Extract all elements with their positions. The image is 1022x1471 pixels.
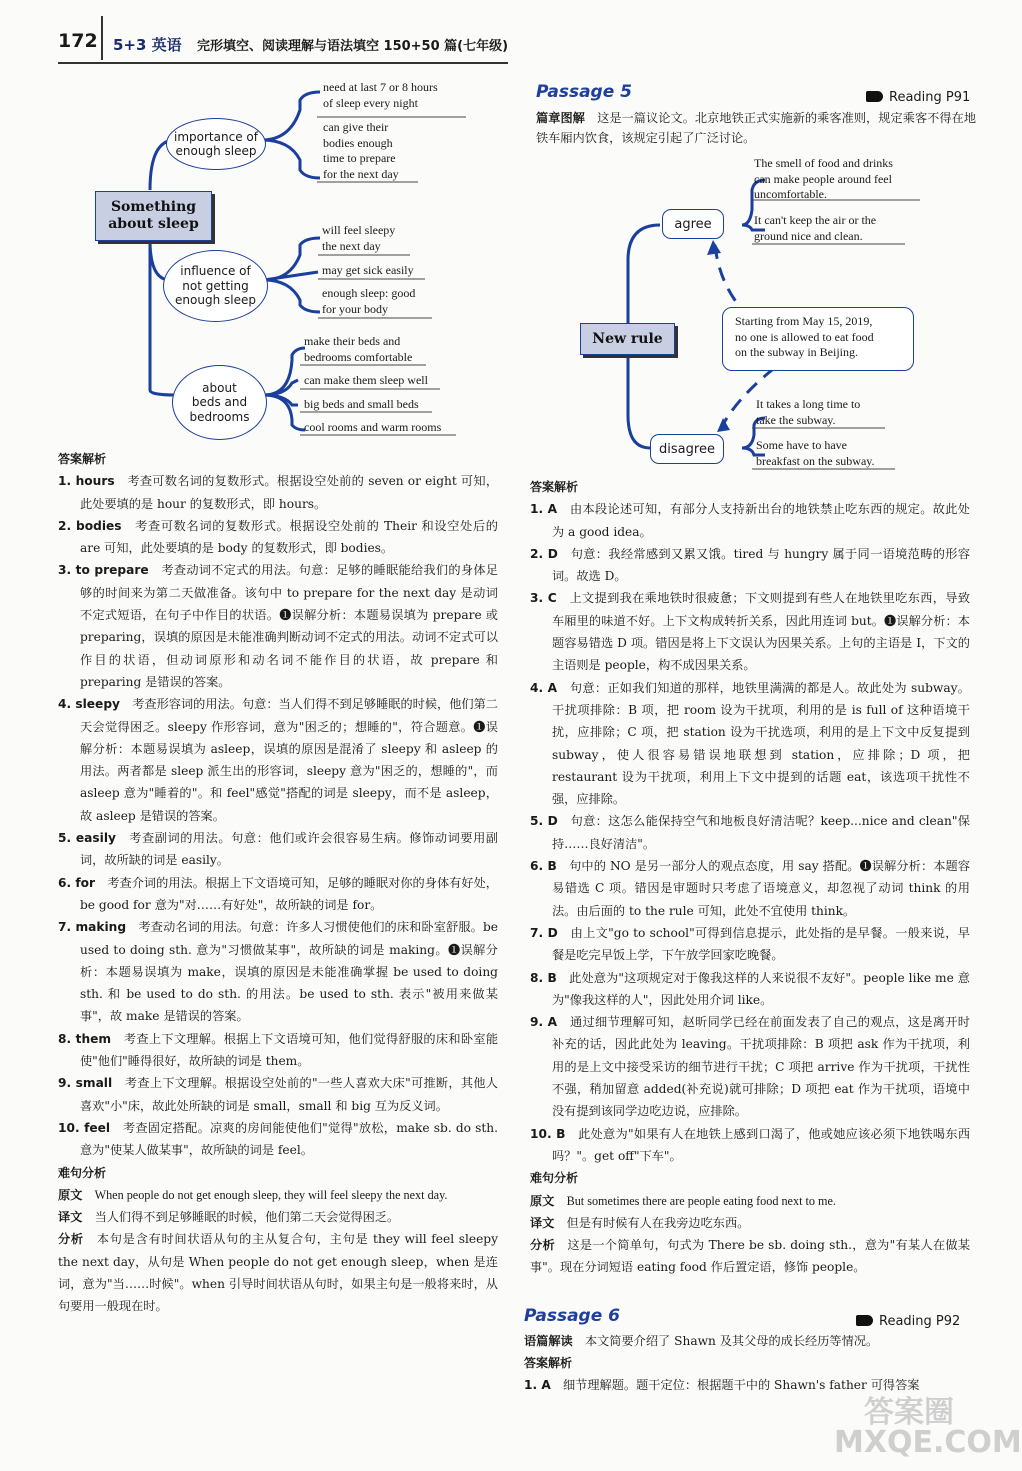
- answer-item: 6. for 考查介词的用法。根据上下文语境可知，足够的睡眠对你的身体有好处，be good for 意为"对……有好处"，故所缺的词是 for。: [58, 875, 498, 912]
- answer-item: 2. D 句意：我经常感到又累又饿。tired 与 hungry 属于同一语境范畴的形容词。故选 D。: [530, 546, 970, 584]
- section-title: 难句分析: [58, 1165, 107, 1180]
- passage5-reference: Reading P91: [866, 90, 970, 105]
- map2-leaf: Some have to have breakfast on the subway.: [756, 438, 875, 468]
- map1-center: Something about sleep: [95, 191, 212, 241]
- site-watermark: 答案圈 MXQE.COM: [834, 1395, 1022, 1460]
- analysis: 分析 本句是含有时间状语从句的主从复合句，主句是 they will feel sleepy the next day，从句是 When people do not get enough sleep，when 是连词，意为"当……时候"。when 引导时间状语从句时，如果主句是一般将来时，从句要用一般现在时。: [58, 1232, 498, 1314]
- right-column: [530, 476, 970, 1279]
- passage5-title: Passage 5: [536, 82, 632, 102]
- map1-leaf: make their beds and bedrooms comfortable: [304, 334, 413, 364]
- answer-item: 1. hours 考查可数名词的复数形式。根据设空处前的 seven or eight 可知，此处要填的是 hour 的复数形式，即 hours。: [58, 474, 499, 511]
- answer-item: 4. A 句意：正如我们知道的那样，地铁里满满的都是人。故此处为 subway。干扰项排除：B 项，把 room 设为干扰项，利用的是 is full of 这种语境干扰，应排除；C 项，把 station 设为干扰选项，利用的是上下文中反复提到 subway，使人很容易错误地联想到 station，应排除；D 项，把 restaurant 设为干扰项，利用上下文中提到的话题 eat，该选项干扰性不强，应排除。: [530, 680, 970, 807]
- map1-leaf: can make them sleep well: [304, 373, 428, 387]
- pointing-hand-icon: [856, 1315, 873, 1326]
- map2-agree: agree: [662, 209, 724, 239]
- map1-branch-influence: influence of not getting enough sleep: [163, 250, 268, 322]
- translation: 译文 当人们得不到足够睡眠的时候，他们第二天会觉得困乏。: [58, 1210, 400, 1225]
- passage6-reference: Reading P92: [856, 1314, 960, 1329]
- map1-leaf: enough sleep: good for your body: [322, 286, 416, 316]
- section-title: 难句分析: [530, 1171, 579, 1186]
- map1-leaf: will feel sleepy the next day: [322, 223, 396, 253]
- answer-item: 5. easily 考查副词的用法。句意：他们或许会很容易生病。修饰动词要用副词，故所缺的词是 easily。: [58, 831, 499, 868]
- map1-branch-importance: importance of enough sleep: [166, 118, 266, 170]
- answer-item: 7. D 由上文"go to school"可得到信息提示，此处指的是早餐。一般来说，早餐是吃完早饭上学，下午放学回家吃晚餐。: [530, 925, 970, 963]
- answer-item: 3. C 上文提到我在乘地铁时很疲惫；下文则提到有些人在地铁里吃东西，导致车厢里的味道不好。上下文构成转折关系，因此用连词 but。❶误解分析：本题容易错选 D 项。错因是将上下文误认为因果关系。上句的主语是 I，下文的主语则是 people，构不成因果关系。: [530, 591, 971, 673]
- map2-leaf: The smell of food and drinks can make people around feel uncomfortable.: [754, 156, 893, 201]
- map1-branch-beds: about beds and bedrooms: [172, 365, 267, 440]
- analysis: 分析 这是一个简单句，句式为 There be sb. doing sth.，意为"有某人在做某事"。现在分词短语 eating food 作后置定语，修饰 people。: [530, 1238, 971, 1275]
- answer-item: 3. to prepare 考查动词不定式的用法。句意：足够的睡眠能给我们的身体足够的时间来为第二天做准备。该句中 to prepare for the next day 是动词不定式短语，在句子中作目的状语。❶误解分析：本题易误填为 prepare 或 preparing，误填的原因是未能准确判断动词不定式的用法。动词不定式可以作目的状语，但动词原形和动名词不能作目的状语，故 prepare 和 preparing 是错误的答案。: [58, 563, 499, 689]
- passage6-title: Passage 6: [524, 1306, 620, 1326]
- answer-item: 7. making 考查动名词的用法。句意：许多人习惯使他们的床和卧室舒服。be used to doing sth. 意为"习惯做某事"，故所缺的词是 making。❶误解分析：本题易误填为 make，误填的原因是未能准确掌握 be used to doing sth. 和 be used to do sth. 的用法。be used to sth. 表示"被用来做某事"，故 make 是错误的答案。: [58, 920, 498, 1024]
- passage5-intro: 篇章图解 这是一篇议论文。北京地铁正式实施新的乘客准则，规定乘客不得在地铁车厢内饮食，该规定引起了广泛讨论。: [536, 111, 977, 145]
- map2-leaf: It takes a long time to take the subway.: [756, 397, 861, 427]
- answer-item: 9. A 通过细节理解可知，赵昕同学已经在前面发表了自己的观点，这是离开时补充的话，因此此处为 leaving。干扰项排除：B 项把 ask 作为干扰项，利用的是上文中接受采访的细节进行干扰；C 项把 arrive 作为干扰项，干扰性不强，稍加留意 added(补充说)就可排除；D 项把 eat 作为干扰项，语境中没有提到该同学边吃边说，应排除。: [530, 1015, 970, 1119]
- map2-rule-box: Starting from May 15, 2019, no one is allowed to eat food on the subway in Beijing.: [722, 307, 914, 371]
- original-sentence: 原文 When people do not get enough sleep, they will feel sleepy the next day.: [58, 1187, 448, 1202]
- answer-item: 10. feel 考查固定搭配。凉爽的房间能使他们"觉得"放松，make sb. do sth. 意为"使某人做某事"，故所缺的词是 feel。: [58, 1120, 498, 1158]
- original-sentence: 原文 But sometimes there are people eating food next to me.: [530, 1193, 836, 1208]
- map2-center: New rule: [580, 323, 675, 355]
- answer-item: 4. sleepy 考查形容词的用法。句意：当人们得不到足够睡眠的时候，他们第二天会觉得困乏。sleepy 作形容词，意为"困乏的；想睡的"，符合题意。❶误解分析：本题易误填为 asleep，误填的原因是混淆了 sleepy 和 asleep 的用法。两者都是 sleep 派生出的形容词，sleepy 意为"困乏的，想睡的"，而 asleep 意为"睡着的"。和 feel"感觉"搭配的词是 sleepy，而不是 asleep，故 asleep 是错误的答案。: [58, 697, 498, 823]
- answer-item: 10. B 此处意为"如果有人在地铁上感到口渴了，他或她应该必须下地铁喝东西吗？"。get off"下车"。: [530, 1126, 971, 1163]
- map2-leaf: It can't keep the air or the ground nice and clean.: [754, 213, 877, 243]
- book-brand: 5+3 英语: [113, 36, 182, 54]
- map1-leaf: can give their bodies enough time to prepare for the next day: [323, 120, 399, 181]
- left-column: [58, 448, 498, 1318]
- answer-item: 1. A 由本段论述可知，有部分人支持新出台的地铁禁止吃东西的规定。故此处为 a good idea。: [530, 502, 970, 539]
- book-title: 完形填空、阅读理解与语法填空 150+50 篇(七年级): [197, 39, 509, 54]
- answer-item: 6. B 句中的 NO 是另一部分人的观点态度，用 say 搭配。❶误解分析：本题容易错选 C 项。错因是审题时只考虑了语境意义，却忽视了动词 think 的用法。由后面的 to the rule 可知，此处不宜使用 think。: [530, 859, 970, 918]
- answer-item: 8. B 此处意为"这项规定对于像我这样的人来说很不友好"。people like me 意为"像我这样的人"，因此处用介词 like。: [530, 970, 970, 1007]
- answer-item: 9. small 考查上下文理解。根据设空处前的"一些人喜欢大床"可推断，其他人喜欢"小"床，故此处所缺的词是 small，small 和 big 互为反义词。: [58, 1076, 498, 1113]
- page-number: 172: [58, 30, 98, 52]
- map1-leaf: need at last 7 or 8 hours of sleep every night: [323, 80, 438, 110]
- map1-leaf: may get sick easily: [322, 263, 414, 277]
- answer-item: 2. bodies 考查可数名词的复数形式。根据设空处前的 Their 和设空处后的 are 可知，此处要填的是 body 的复数形式，即 bodies。: [58, 518, 498, 556]
- answer-item: 8. them 考查上下文理解。根据上下文语境可知，他们觉得舒服的床和卧室能使"他们"睡得很好，故所缺的词是 them。: [58, 1031, 499, 1069]
- section-title: 答案解析: [58, 452, 107, 466]
- translation: 译文 但是有时候有人在我旁边吃东西。: [530, 1215, 750, 1230]
- map1-leaf: big beds and small beds: [304, 397, 419, 411]
- map2-disagree: disagree: [650, 434, 724, 464]
- pointing-hand-icon: [866, 91, 883, 102]
- passage6-body: 语篇解读 本文简要介绍了 Shawn 及其父母的成长经历等情况。 答案解析 1. A 细节理解题。题干定位：根据题干中的 Shawn's father 可得答案: [524, 1334, 920, 1392]
- section-title: 答案解析: [530, 480, 579, 494]
- map1-leaf: cool rooms and warm rooms: [304, 420, 442, 434]
- answer-item: 5. D 句意：这怎么能保持空气和地板良好清洁呢？keep...nice and clean"保持……良好清洁"。: [530, 814, 970, 851]
